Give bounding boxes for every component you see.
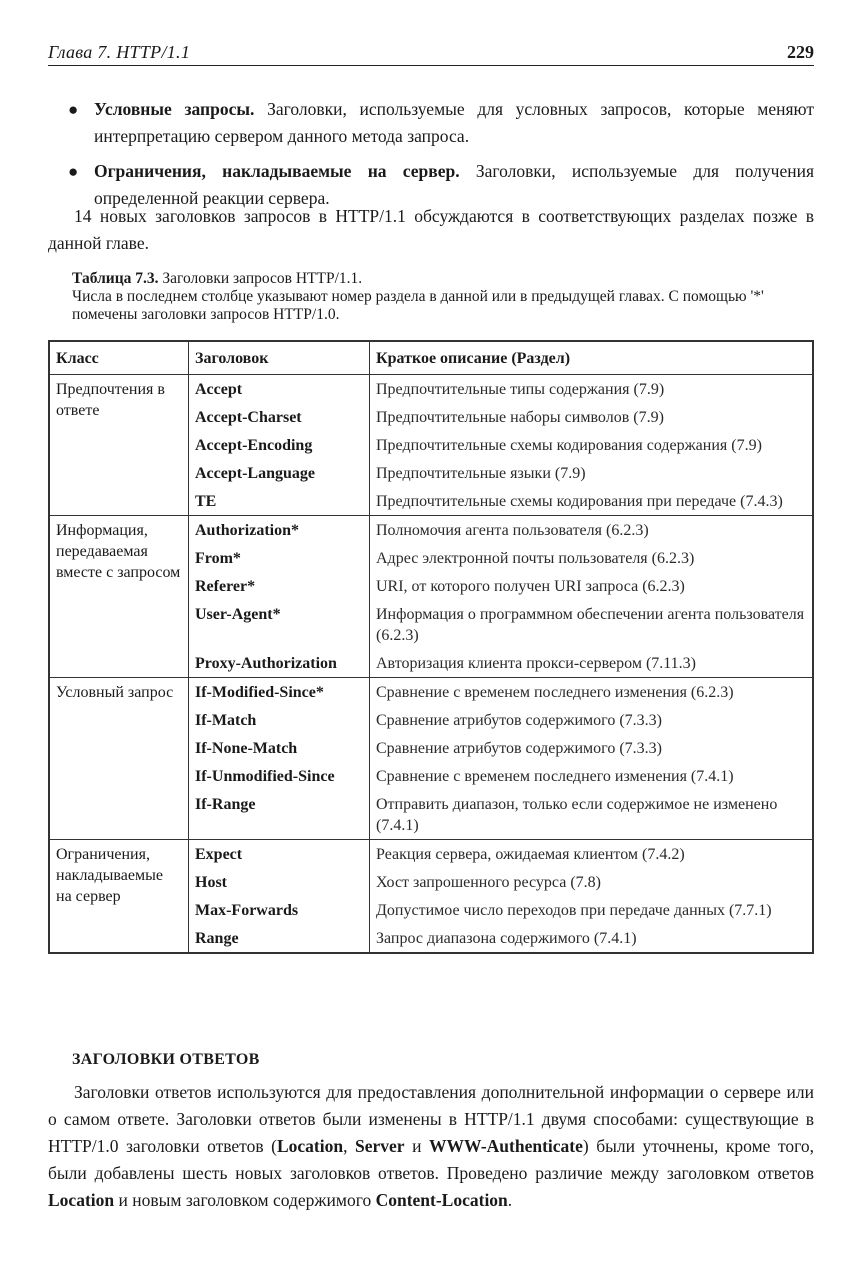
table-label: Таблица 7.3. xyxy=(72,270,159,287)
table-header-row xyxy=(49,341,813,375)
header-name-cell: Expect xyxy=(189,840,370,869)
paragraph-text: и новым заголовком содержимого xyxy=(114,1190,376,1210)
running-head xyxy=(48,38,814,68)
description-cell: Информация о программном обеспечении агента пользователя (6.2.3) xyxy=(370,600,814,649)
description-cell: URI, от которого получен URI запроса (6.2.3) xyxy=(370,572,814,600)
description-cell: Полномочия агента пользователя (6.2.3) xyxy=(370,516,814,545)
bullet-text: Заголовки, используемые для получения определенной реакции сервера. xyxy=(94,161,815,208)
col-header-heading: Заголовок xyxy=(189,341,370,375)
bullet-term: Ограничения, накладываемые на сервер. xyxy=(94,161,460,181)
table-row xyxy=(49,516,813,545)
chapter-title: Глава 7. HTTP/1.1 xyxy=(48,42,191,62)
header-name-cell: If-Modified-Since* xyxy=(189,678,370,707)
description-cell: Предпочтительные наборы символов (7.9) xyxy=(370,403,814,431)
header-name-cell: Proxy-Authorization xyxy=(189,649,370,678)
description-cell: Предпочтительные типы содержания (7.9) xyxy=(370,375,814,404)
description-cell: Сравнение атрибутов содержимого (7.3.3) xyxy=(370,734,814,762)
description-cell: Сравнение с временем последнего изменения (7.4.1) xyxy=(370,762,814,790)
table-row xyxy=(49,840,813,869)
description-cell: Реакция сервера, ожидаемая клиентом (7.4.2) xyxy=(370,840,814,869)
description-cell: Предпочтительные схемы кодирования содержания (7.9) xyxy=(370,431,814,459)
paragraph-text: Заголовки ответов используются для предоставления дополнительной информации о сервере или о самом ответе. Заголовки ответов были изменены в HTTP/1.1 двумя способами: существующие в HTTP/1.0 заголовки ответов ( xyxy=(48,1082,814,1156)
paragraph-text: , xyxy=(343,1136,355,1156)
section-heading: ЗАГОЛОВКИ ОТВЕТОВ xyxy=(72,1051,260,1068)
header-name-cell: Accept xyxy=(189,375,370,404)
class-cell: Условный запрос xyxy=(49,678,189,840)
header-name-cell: TE xyxy=(189,487,370,516)
bullet-list xyxy=(48,96,814,220)
header-rule xyxy=(48,65,814,66)
description-cell: Предпочтительные схемы кодирования при передаче (7.4.3) xyxy=(370,487,814,516)
header-term: Content-Location xyxy=(375,1190,508,1210)
header-name-cell: Max-Forwards xyxy=(189,896,370,924)
header-term: Server xyxy=(355,1136,405,1156)
description-cell: Хост запрошенного ресурса (7.8) xyxy=(370,868,814,896)
description-cell: Сравнение с временем последнего изменения (6.2.3) xyxy=(370,678,814,707)
col-class-heading: Класс xyxy=(49,341,189,375)
bullet-dot-icon: ● xyxy=(68,100,79,119)
header-term: Location xyxy=(276,1136,344,1156)
bullet-term: Условные запросы. xyxy=(94,99,255,119)
description-cell: Отправить диапазон, только если содержимое не изменено (7.4.1) xyxy=(370,790,814,840)
header-name-cell: User-Agent* xyxy=(189,600,370,649)
paragraph-text: и xyxy=(404,1136,429,1156)
header-name-cell: If-Range xyxy=(189,790,370,840)
header-name-cell: Accept-Encoding xyxy=(189,431,370,459)
paragraph-text: ) были уточнены, кроме того, были добавлены шесть новых заголовков ответов. Проведено различие между заголовком ответов xyxy=(48,1136,814,1183)
header-name-cell: If-None-Match xyxy=(189,734,370,762)
table-title: Заголовки запросов HTTP/1.1. xyxy=(158,270,363,287)
header-name-cell: From* xyxy=(189,544,370,572)
table-note: Числа в последнем столбце указывают номер раздела в данной или в предыдущей главах. С помощью '*' помечены заголовки запросов HTTP/1.0. xyxy=(72,288,764,323)
intro-paragraph: 14 новых заголовков запросов в HTTP/1.1 обсуждаются в соответствующих разделах позже в данной главе. xyxy=(48,206,814,253)
bullet-dot-icon: ● xyxy=(68,162,79,181)
table-row xyxy=(49,375,813,404)
header-term: Location xyxy=(48,1190,115,1210)
class-cell: Предпочтения в ответе xyxy=(49,375,189,516)
class-cell: Ограничения, накладываемые на сервер xyxy=(49,840,189,954)
header-name-cell: Authorization* xyxy=(189,516,370,545)
bullet-text: Заголовки, используемые для условных запросов, которые меняют интерпретацию сервером данного метода запроса. xyxy=(94,99,814,146)
description-cell: Сравнение атрибутов содержимого (7.3.3) xyxy=(370,706,814,734)
header-name-cell: If-Unmodified-Since xyxy=(189,762,370,790)
header-name-cell: Accept-Charset xyxy=(189,403,370,431)
class-cell: Информация, передаваемая вместе с запросом xyxy=(49,516,189,678)
header-name-cell: Host xyxy=(189,868,370,896)
header-name-cell: Range xyxy=(189,924,370,953)
header-name-cell: Referer* xyxy=(189,572,370,600)
table-caption xyxy=(72,270,792,324)
table-body xyxy=(49,375,813,954)
request-headers-table xyxy=(48,340,814,954)
header-term: WWW-Authenticate xyxy=(428,1136,583,1156)
table-row xyxy=(49,678,813,707)
description-cell: Авторизация клиента прокси-сервером (7.11.3) xyxy=(370,649,814,678)
description-cell: Адрес электронной почты пользователя (6.2.3) xyxy=(370,544,814,572)
bullet-item xyxy=(48,96,814,150)
description-cell: Предпочтительные языки (7.9) xyxy=(370,459,814,487)
page-number: 229 xyxy=(787,42,814,62)
response-headers-paragraph xyxy=(48,1079,814,1214)
description-cell: Допустимое число переходов при передаче данных (7.7.1) xyxy=(370,896,814,924)
header-name-cell: If-Match xyxy=(189,706,370,734)
header-name-cell: Accept-Language xyxy=(189,459,370,487)
col-description-heading: Краткое описание (Раздел) xyxy=(370,341,814,375)
paragraph-text: . xyxy=(507,1190,513,1210)
description-cell: Запрос диапазона содержимого (7.4.1) xyxy=(370,924,814,953)
